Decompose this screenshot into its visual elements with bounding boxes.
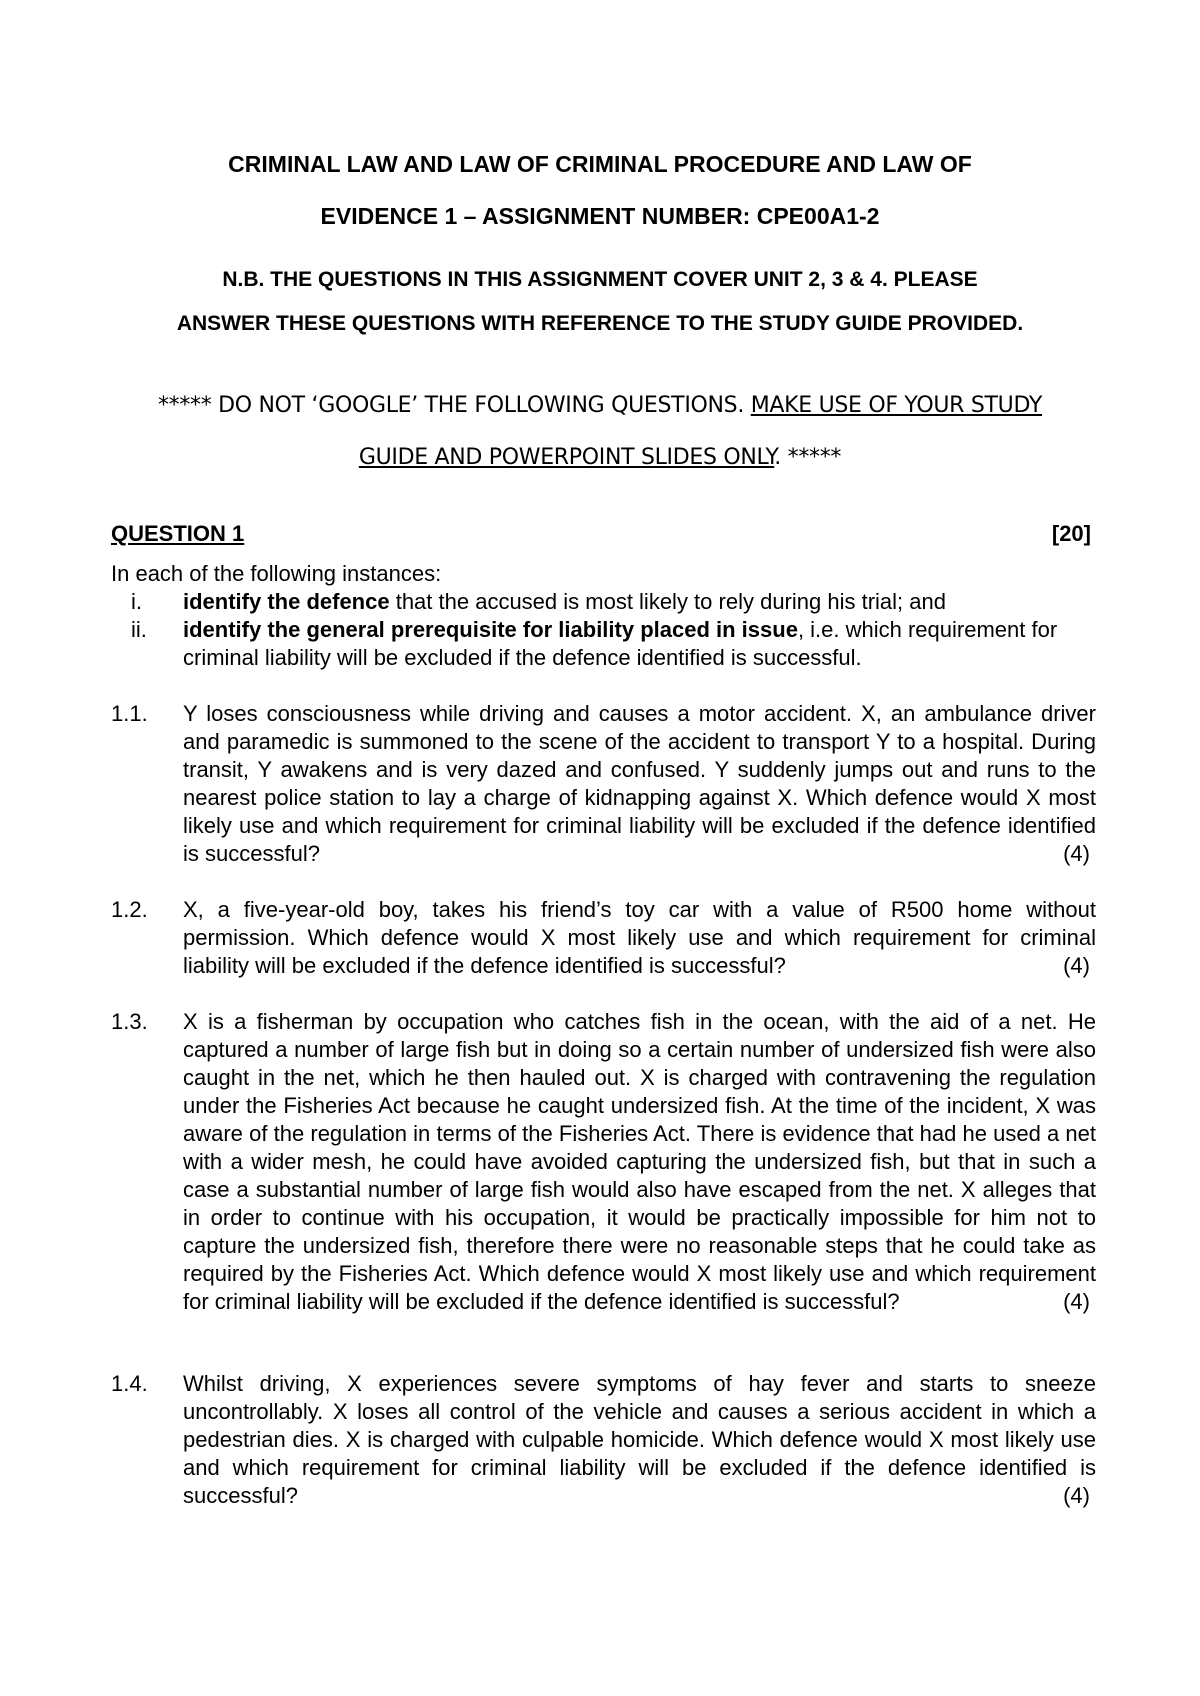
instruction-rest: that the accused is most likely to rely during his trial; and <box>389 589 946 614</box>
instruction-text <box>183 616 1096 672</box>
nota-bene-notice <box>100 258 1100 346</box>
title-line-1: CRIMINAL LAW AND LAW OF CRIMINAL PROCEDURE AND LAW OF <box>228 151 972 177</box>
instruction-bold: identify the general prerequisite for liability placed in issue <box>183 617 798 642</box>
instruction-number: ii. <box>131 617 147 642</box>
sub-question-body: X, a five-year-old boy, takes his friend’s toy car with a value of R500 home without permission. Which defence would X most likely use and which requirement for criminal liability will be excluded if the defence identified is successful? <box>183 897 1096 978</box>
instruction-number: i. <box>131 589 142 614</box>
title-line-2: EVIDENCE 1 – ASSIGNMENT NUMBER: CPE00A1-2 <box>320 203 880 229</box>
warning-underlined-1: MAKE USE OF YOUR STUDY <box>750 393 1043 418</box>
nb-line-1: N.B. THE QUESTIONS IN THIS ASSIGNMENT COVER UNIT 2, 3 & 4. PLEASE <box>222 268 978 291</box>
document-title <box>110 138 1090 242</box>
warning-notice <box>100 380 1100 484</box>
warning-underlined-2: GUIDE AND POWERPOINT SLIDES ONLY <box>358 445 775 470</box>
sub-question-marks: (4) <box>1063 953 1090 978</box>
instruction-text <box>183 588 1096 616</box>
question-1-intro: In each of the following instances: <box>111 561 442 586</box>
sub-question-marks: (4) <box>1063 841 1090 866</box>
sub-question-text <box>183 1008 1096 1316</box>
warning-prefix: ***** DO NOT ‘GOOGLE’ THE FOLLOWING QUESTIONS. <box>157 393 751 418</box>
sub-question-text <box>183 1370 1096 1510</box>
sub-question-text <box>183 700 1096 868</box>
warning-suffix: . ***** <box>774 445 842 470</box>
warning-line-2 <box>100 432 1100 484</box>
sub-question-number: 1.2. <box>111 897 148 922</box>
sub-question-number: 1.3. <box>111 1009 148 1034</box>
sub-question-body: Whilst driving, X experiences severe symptoms of hay fever and starts to sneeze uncontrollably. X loses all control of the vehicle and causes a serious accident in which a pedestrian dies. X is charged with culpable homicide. Which defence would X most likely use and which requirement for criminal liability will be excluded if the defence identified is successful? <box>183 1371 1096 1508</box>
sub-question-body: Y loses consciousness while driving and causes a motor accident. X, an ambulance driver and paramedic is summoned to the scene of the accident to transport Y to a hospital. During transit, Y awakens and is very dazed and confused. Y suddenly jumps out and runs to the nearest police station to lay a charge of kidnapping against X. Which defence would X most likely use and which requirement for criminal liability will be excluded if the defence identified is successful? <box>183 701 1096 866</box>
sub-question-text <box>183 896 1096 980</box>
sub-question-number: 1.1. <box>111 701 148 726</box>
warning-line-1 <box>100 380 1100 432</box>
question-1-total-marks: [20] <box>1051 521 1091 546</box>
question-1-heading <box>111 520 1091 548</box>
nb-line-2: ANSWER THESE QUESTIONS WITH REFERENCE TO THE STUDY GUIDE PROVIDED. <box>176 312 1024 335</box>
instruction-bold: identify the defence <box>183 589 390 614</box>
instruction-rest: , i.e. which requirement for criminal liability will be excluded if the defence identified is successful. <box>183 617 1058 670</box>
sub-question-body: X is a fisherman by occupation who catches fish in the ocean, with the aid of a net. He captured a number of large fish but in doing so a certain number of undersized fish were also caught in the net, which he then hauled out. X is charged with contravening the regulation under the Fisheries Act because he caught undersized fish. At the time of the incident, X was aware of the regulation in terms of the Fisheries Act. There is evidence that had he used a net with a wider mesh, he could have avoided capturing the undersized fish, but that in such a case a substantial number of large fish would also have escaped from the net. X alleges that in order to continue with his occupation, it would be practically impossible for him not to capture the undersized fish, therefore there were no reasonable steps that he could take as required by the Fisheries Act. Which defence would X most likely use and which requirement for criminal liability will be excluded if the defence identified is successful? <box>183 1009 1096 1314</box>
sub-question-marks: (4) <box>1063 1483 1090 1508</box>
sub-question-marks: (4) <box>1063 1289 1090 1314</box>
question-1-title: QUESTION 1 <box>111 521 245 546</box>
sub-question-number: 1.4. <box>111 1371 148 1396</box>
